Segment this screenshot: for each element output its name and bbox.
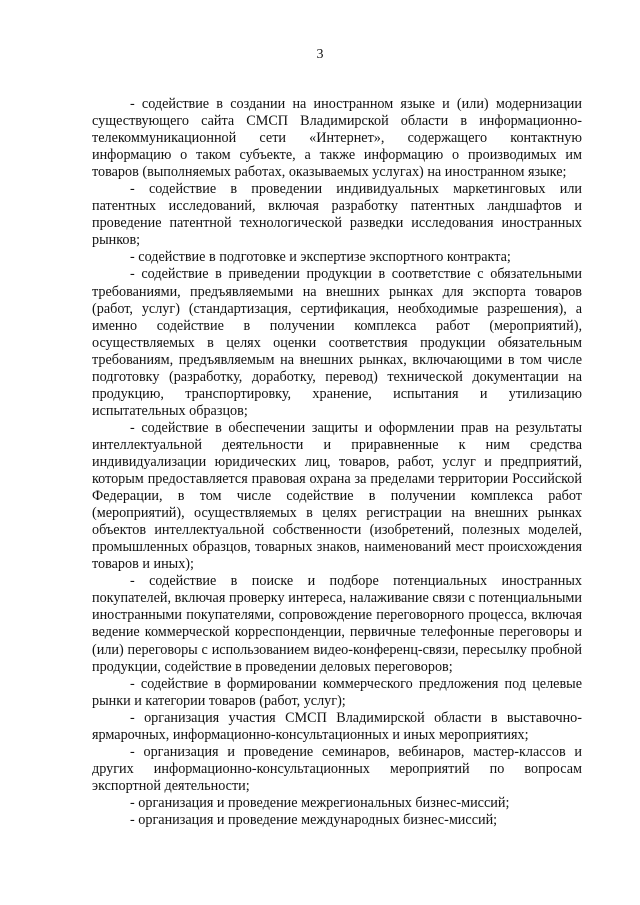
list-item-marketing-research: - содействие в проведении индивидуальных маркетинговых или патентных исследований, включая разработку патентных ландшафтов и проведение патентной технологической разведки исследования иностранных рынков; <box>92 181 582 249</box>
list-item-intellectual-property: - содействие в обеспечении защиты и оформлении прав на результаты интеллектуальной деятельности и приравненные к ним средства индивидуализации юридических лиц, товаров, работ, услуг и предприятий, которым предоставляется правовая охрана за пределами территории Российской Федерации, в том числе содействие в получении комплекса работ (мероприятий), осуществляемых в целях регистрации на внешних рынках объектов интеллектуальной собственности (изобретений, полезных моделей, промышленных образцов, товарных знаков, наименований мест происхождения товаров и иных); <box>92 419 582 573</box>
page-number: 3 <box>316 47 324 62</box>
list-item-buyer-search: - содействие в поиске и подборе потенциальных иностранных покупателей, включая проверку интереса, налаживание связи с потенциальными иностранными покупателями, сопровождение переговорного процесса, включая ведение коммерческой корреспонденции, первичные телефонные переговоры и (или) переговоры с использованием видео-конференц-связи, пересылку пробной продукции, содействие в проведении деловых переговоров; <box>92 573 582 675</box>
list-item-international-missions: - организация и проведение международных бизнес-миссий; <box>130 811 498 828</box>
list-item-exhibitions: - организация участия СМСП Владимирской области в выставочно-ярмарочных, информационно-консультационных и иных мероприятиях; <box>92 709 582 743</box>
list-item-interregional-missions: - организация и проведение межрегиональных бизнес-миссий; <box>130 794 510 811</box>
list-item-seminars: - организация и проведение семинаров, вебинаров, мастер-классов и других информационно-консультационных мероприятий по вопросам экспортной деятельности; <box>92 743 582 794</box>
document-body <box>92 96 582 829</box>
list-item-commercial-offer: - содействие в формировании коммерческого предложения под целевые рынки и категории товаров (работ, услуг); <box>92 675 582 709</box>
list-item-product-compliance: - содействие в приведении продукции в соответствие с обязательными требованиями, предъявляемыми на внешних рынках для экспорта товаров (работ, услуг) (стандартизация, сертификация, необходимые разрешения), а именно содействие в получении комплекса работ (мероприятий), осуществляемых в целях оценки соответствия продукции обязательным требованиям, предъявляемым на внешних рынках, включающими в том числе подготовку (разработку, доработку, перевод) технической документации на продукцию, транспортировку, хранение, испытания и утилизацию испытательных образцов; <box>92 266 582 419</box>
list-item-export-contract: - содействие в подготовке и экспертизе экспортного контракта; <box>130 249 511 266</box>
list-item-foreign-website: - содействие в создании на иностранном языке и (или) модернизации существующего сайта СМСП Владимирской области в информационно-телекоммуникационной сети «Интернет», содержащего контактную информацию о таком субъекте, а также информацию о производимых им товаров (выполняемых работах, оказываемых услугах) на иностранном языке; <box>92 96 582 181</box>
